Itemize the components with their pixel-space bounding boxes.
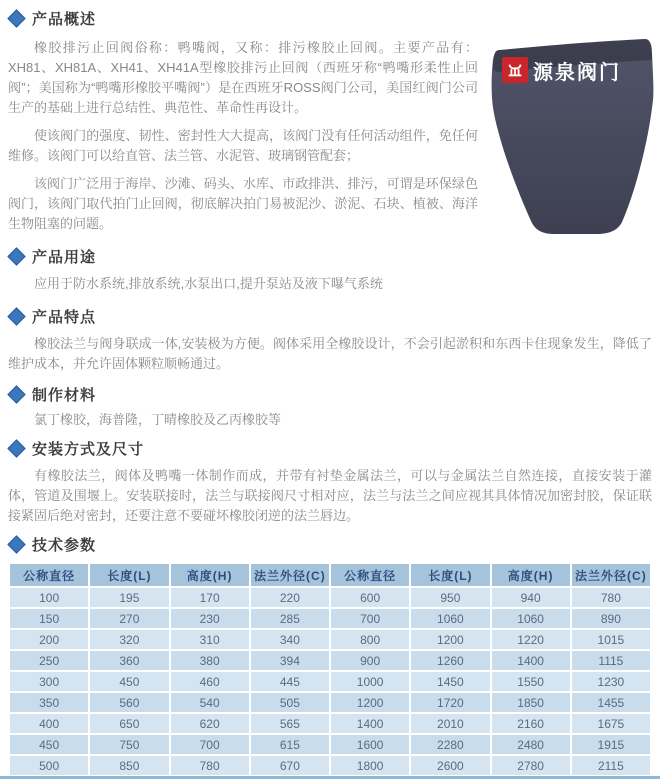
spec-table-header-cell: 公称直径 xyxy=(331,564,409,586)
table-cell: 285 xyxy=(251,609,329,628)
table-cell: 360 xyxy=(90,651,168,670)
table-row xyxy=(10,588,650,607)
table-cell: 1200 xyxy=(411,630,489,649)
table-cell: 890 xyxy=(572,609,650,628)
brand-name: 源泉阀门 xyxy=(533,61,621,84)
diamond-bullet-icon xyxy=(7,247,25,265)
table-cell: 1115 xyxy=(572,651,650,670)
spec-table-header-cell: 法兰外径(C) xyxy=(251,564,329,586)
spec-table-header-row xyxy=(10,564,650,586)
table-cell: 650 xyxy=(90,714,168,733)
table-cell: 300 xyxy=(10,672,88,691)
table-cell: 340 xyxy=(251,630,329,649)
spec-table-header-cell: 长度(L) xyxy=(90,564,168,586)
table-cell: 230 xyxy=(171,609,249,628)
table-cell: 2010 xyxy=(411,714,489,733)
table-cell: 1220 xyxy=(492,630,570,649)
table-cell: 670 xyxy=(251,756,329,775)
table-cell: 1060 xyxy=(411,609,489,628)
table-cell: 1015 xyxy=(572,630,650,649)
table-cell: 310 xyxy=(171,630,249,649)
diamond-bullet-icon xyxy=(7,385,25,403)
table-cell: 1550 xyxy=(492,672,570,691)
table-cell: 1600 xyxy=(331,735,409,754)
table-cell: 320 xyxy=(90,630,168,649)
table-row xyxy=(10,735,650,754)
table-cell: 750 xyxy=(90,735,168,754)
product-photo xyxy=(488,30,656,242)
section-title: 制作材料 xyxy=(32,386,97,404)
section-title: 产品用途 xyxy=(32,248,97,266)
installation-paragraph: 有橡胶法兰，阀体及鸭嘴一体制作而成，并带有衬垫金属法兰，可以与金属法兰自然连接，直接安装于灌体，管道及围堰上。安装联接时，法兰与联接阀尺寸相对应，法兰与法兰之间应视其具体情况加密封胶，保证联接紧固后绝对密封，还要注意不要碰坏橡胶闭逆的法兰唇边。 xyxy=(8,468,652,523)
table-cell: 2115 xyxy=(572,756,650,775)
table-cell: 850 xyxy=(90,756,168,775)
table-cell: 700 xyxy=(171,735,249,754)
spec-table-header-cell: 公称直径 xyxy=(10,564,88,586)
spec-table-header-cell: 法兰外径(C) xyxy=(572,564,650,586)
table-cell: 500 xyxy=(10,756,88,775)
table-cell: 940 xyxy=(492,588,570,607)
table-row xyxy=(10,609,650,628)
table-cell: 2480 xyxy=(492,735,570,754)
overview-paragraph: 橡胶排污止回阀俗称：鸭嘴阀，又称：排污橡胶止回阀。主要产品有：XH81、XH81A、XH41、XH41A型橡胶排污止回阀（西班牙称“鸭嘴形柔性止回阀”；美国称为“鸭嘴形橡胶平嘴阀”）是在西班牙ROSS阀门公司，美国红阀门公司生产的基础上进行总结性、典范性、革命性再设计。 xyxy=(8,40,478,115)
table-cell: 780 xyxy=(572,588,650,607)
table-cell: 200 xyxy=(10,630,88,649)
table-cell: 1060 xyxy=(492,609,570,628)
table-cell: 2600 xyxy=(411,756,489,775)
table-cell: 2280 xyxy=(411,735,489,754)
table-cell: 350 xyxy=(10,693,88,712)
section-title: 技术参数 xyxy=(32,536,97,554)
brand-strip xyxy=(502,56,650,84)
section-heading-features xyxy=(8,306,652,326)
overview-paragraph: 使该阀门的强度、韧性、密封性大大提高，该阀门没有任何活动组件，免任何维修。该阀门可以给直管、法兰管、水泥管、玻璃钢管配套； xyxy=(8,128,478,163)
section-title: 产品概述 xyxy=(32,10,97,28)
materials-paragraph: 氯丁橡胶，海普隆，丁晴橡胶及乙丙橡胶等 xyxy=(34,412,282,427)
table-row xyxy=(10,672,650,691)
table-cell: 780 xyxy=(171,756,249,775)
table-row xyxy=(10,756,650,775)
table-cell: 1915 xyxy=(572,735,650,754)
table-cell: 220 xyxy=(251,588,329,607)
table-cell: 1850 xyxy=(492,693,570,712)
table-cell: 540 xyxy=(171,693,249,712)
section-title: 产品特点 xyxy=(32,308,97,326)
table-row xyxy=(10,651,650,670)
table-row xyxy=(10,693,650,712)
table-cell: 620 xyxy=(171,714,249,733)
section-title: 安装方式及尺寸 xyxy=(32,440,145,458)
fountain-logo-icon xyxy=(502,57,528,83)
table-cell: 445 xyxy=(251,672,329,691)
table-cell: 400 xyxy=(10,714,88,733)
overview-text-block xyxy=(8,38,478,234)
diamond-bullet-icon xyxy=(7,535,25,553)
table-cell: 1400 xyxy=(331,714,409,733)
table-row xyxy=(10,714,650,733)
table-cell: 250 xyxy=(10,651,88,670)
table-cell: 394 xyxy=(251,651,329,670)
table-cell: 380 xyxy=(171,651,249,670)
table-cell: 800 xyxy=(331,630,409,649)
table-cell: 600 xyxy=(331,588,409,607)
table-cell: 1800 xyxy=(331,756,409,775)
overview-paragraph: 该阀门广泛用于海岸、沙滩、码头、水库、市政排洪、排污，可谓是环保绿色阀门，该阀门取代拍门止回阀，彻底解决拍门易被泥沙、淤泥、石块、植被、海洋生物阻塞的问题。 xyxy=(8,176,478,231)
table-cell: 2160 xyxy=(492,714,570,733)
spec-table-head xyxy=(10,564,650,586)
table-cell: 1400 xyxy=(492,651,570,670)
table-cell: 1455 xyxy=(572,693,650,712)
table-cell: 1675 xyxy=(572,714,650,733)
table-cell: 1720 xyxy=(411,693,489,712)
table-cell: 900 xyxy=(331,651,409,670)
section-heading-usage xyxy=(8,246,652,266)
table-cell: 460 xyxy=(171,672,249,691)
spec-table-header-cell: 高度(H) xyxy=(171,564,249,586)
table-cell: 2780 xyxy=(492,756,570,775)
spec-table-header-cell: 高度(H) xyxy=(492,564,570,586)
spec-table-header-cell: 长度(L) xyxy=(411,564,489,586)
table-cell: 565 xyxy=(251,714,329,733)
table-cell: 270 xyxy=(90,609,168,628)
table-cell: 615 xyxy=(251,735,329,754)
table-cell: 1260 xyxy=(411,651,489,670)
diamond-bullet-icon xyxy=(7,9,25,27)
table-cell: 450 xyxy=(10,735,88,754)
table-cell: 1000 xyxy=(331,672,409,691)
table-cell: 170 xyxy=(171,588,249,607)
diamond-bullet-icon xyxy=(7,439,25,457)
table-cell: 450 xyxy=(90,672,168,691)
table-cell: 195 xyxy=(90,588,168,607)
section-heading-materials xyxy=(8,384,652,404)
table-cell: 150 xyxy=(10,609,88,628)
section-heading-overview xyxy=(8,8,652,28)
features-paragraph: 橡胶法兰与阀身联成一体,安装极为方便。阀体采用全橡胶设计，不会引起淤积和东西卡住现象发生，降低了维护成本，并允许固体颗粒顺畅通过。 xyxy=(8,336,652,371)
spec-table-body xyxy=(10,588,650,775)
spec-table xyxy=(8,562,652,777)
usage-paragraph: 应用于防水系统,排放系统,水泵出口,提升泵站及液下曝气系统 xyxy=(34,276,383,291)
table-cell: 560 xyxy=(90,693,168,712)
table-cell: 100 xyxy=(10,588,88,607)
table-cell: 1230 xyxy=(572,672,650,691)
diamond-bullet-icon xyxy=(7,307,25,325)
table-row xyxy=(10,630,650,649)
table-cell: 1200 xyxy=(331,693,409,712)
table-cell: 1450 xyxy=(411,672,489,691)
section-heading-specs xyxy=(8,534,652,554)
section-heading-installation xyxy=(8,438,652,458)
table-cell: 950 xyxy=(411,588,489,607)
table-cell: 505 xyxy=(251,693,329,712)
table-cell: 700 xyxy=(331,609,409,628)
